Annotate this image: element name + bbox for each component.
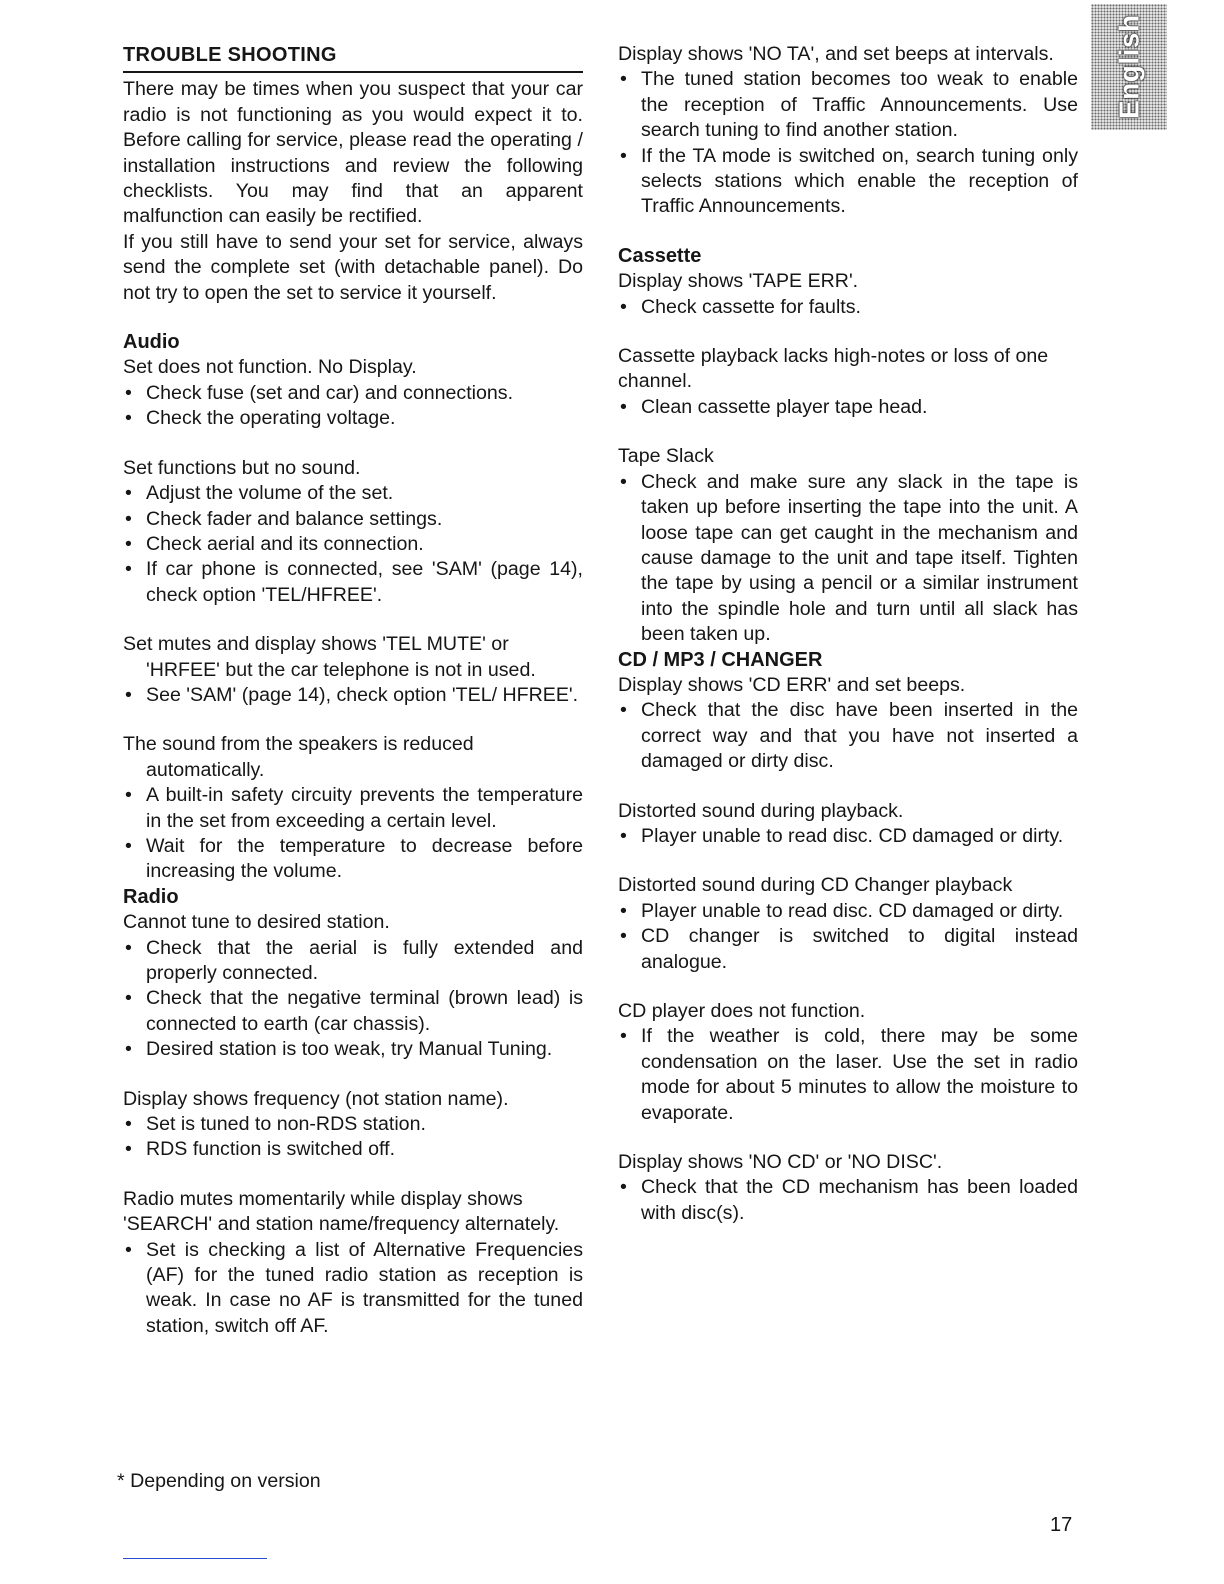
hint-item: • Check fader and balance settings. <box>123 507 583 532</box>
bottom-rule <box>123 1558 267 1559</box>
problem-block <box>618 269 1078 320</box>
problem-text: Display shows frequency (not station name). <box>123 1087 509 1110</box>
problem-block <box>123 632 583 708</box>
problem-block <box>123 355 583 431</box>
language-tab-label: English <box>1113 14 1145 120</box>
hint-item: • CD changer is switched to digital instead analogue. <box>618 924 1078 975</box>
intro-text <box>123 77 583 306</box>
hint-item: • Player unable to read disc. CD damaged or dirty. <box>618 824 1078 849</box>
problem-block <box>618 344 1078 420</box>
hint-item: • Check fuse (set and car) and connections. <box>123 381 583 406</box>
hint-item: • Check that the aerial is fully extended and properly connected. <box>123 936 583 987</box>
problem-text: Radio mutes momentarily while display shows 'SEARCH' and station name/frequency alternately. <box>123 1187 560 1236</box>
hint-item: • Clean cassette player tape head. <box>618 395 1078 420</box>
hint-item: • Check and make sure any slack in the tape is taken up before inserting the tape into the unit. A loose tape can get caught in the mechanism and cause damage to the unit and tape itself. Tighten the tape by using a pencil or a similar instrument into the spindle hole and turn until all slack has been taken up. <box>618 470 1078 648</box>
cassette-section <box>618 269 1078 647</box>
intro-paragraph: If you still have to send your set for service, always send the complete set (with detachable panel). Do not try to open the set to service it yourself. <box>123 230 583 304</box>
language-tab <box>1091 4 1167 130</box>
section-title-radio: Radio <box>123 885 179 908</box>
intro-paragraph: There may be times when you suspect that your car radio is not functioning as you would expect it to. Before calling for service, please read the operating / installation instructions and review the following checklists. You may find that an apparent malfunction can easily be rectified. <box>123 78 583 228</box>
hint-item: • See 'SAM' (page 14), check option 'TEL/ HFREE'. <box>123 683 583 708</box>
problem-text: Tape Slack <box>618 445 714 468</box>
audio-section <box>123 355 583 884</box>
hint-item: • Set is tuned to non-RDS station. <box>123 1112 583 1137</box>
hint-item: • A built-in safety circuity prevents the temperature in the set from exceeding a certain level. <box>123 783 583 834</box>
problem-block <box>618 673 1078 775</box>
problem-block <box>123 456 583 608</box>
problem-block <box>123 1087 583 1163</box>
hint-item: • Check the operating voltage. <box>123 406 583 431</box>
problem-text: Distorted sound during CD Changer playback <box>618 874 1013 897</box>
problem-block <box>618 1150 1078 1226</box>
hint-item: • If the TA mode is switched on, search tuning only selects stations which enable the reception of Traffic Announcements. <box>618 144 1078 220</box>
hint-item: • Check that the CD mechanism has been loaded with disc(s). <box>618 1175 1078 1226</box>
page-title: TROUBLE SHOOTING <box>123 43 583 73</box>
problem-block <box>618 999 1078 1126</box>
page-number: 17 <box>1050 1514 1073 1536</box>
hint-item: • Check aerial and its connection. <box>123 532 583 557</box>
right-column <box>618 42 1078 1226</box>
problem-text: Cannot tune to desired station. <box>123 911 390 934</box>
section-title-audio: Audio <box>123 331 180 354</box>
footnote: * Depending on version <box>117 1470 321 1492</box>
hint-item: • Adjust the volume of the set. <box>123 481 583 506</box>
left-column <box>123 40 583 1339</box>
hint-item: • Wait for the temperature to decrease before increasing the volume. <box>123 834 583 885</box>
section-title-cassette: Cassette <box>618 244 702 267</box>
hint-item: • Player unable to read disc. CD damaged or dirty. <box>618 899 1078 924</box>
hint-item: • Set is checking a list of Alternative Frequencies (AF) for the tuned radio station as reception is weak. In case no AF is transmitted for the tuned station, switch off AF. <box>123 1238 583 1340</box>
problem-text: Set does not function. No Display. <box>123 356 417 379</box>
problem-text: CD player does not function. <box>618 1000 866 1022</box>
problem-block <box>618 42 1078 220</box>
problem-text: Set mutes and display shows 'TEL MUTE' or 'HRFEE' but the car telephone is not in used. <box>123 633 536 681</box>
hint-item: • Desired station is too weak, try Manual Tuning. <box>123 1037 583 1062</box>
hint-item: • If car phone is connected, see 'SAM' (page 14), check option 'TEL/HFREE'. <box>123 557 583 608</box>
problem-block <box>618 799 1078 850</box>
radio-section <box>123 910 583 1339</box>
problem-block <box>618 444 1078 647</box>
problem-block <box>618 873 1078 975</box>
section-title-cd: CD / MP3 / CHANGER <box>618 648 823 671</box>
problem-text: Display shows 'NO CD' or 'NO DISC'. <box>618 1151 943 1174</box>
problem-text: Display shows 'CD ERR' and set beeps. <box>618 673 966 696</box>
hint-item: • Check that the negative terminal (brown lead) is connected to earth (car chassis). <box>123 986 583 1037</box>
hint-item: • If the weather is cold, there may be some condensation on the laser. Use the set in radio mode for about 5 minutes to allow the moisture to evaporate. <box>618 1024 1078 1126</box>
problem-text: Display shows 'NO TA', and set beeps at intervals. <box>618 43 1054 65</box>
problem-text: Cassette playback lacks high-notes or loss of one channel. <box>618 345 1049 393</box>
hint-item: • Check that the disc have been inserted in the correct way and that you have not inserted a damaged or dirty disc. <box>618 698 1078 774</box>
problem-block <box>123 910 583 1062</box>
hint-item: • The tuned station becomes too weak to enable the reception of Traffic Announcements. Use search tuning to find another station. <box>618 67 1078 143</box>
problem-block <box>123 732 583 884</box>
problem-text: Display shows 'TAPE ERR'. <box>618 270 859 293</box>
hint-item: • Check cassette for faults. <box>618 295 1078 320</box>
problem-text: Set functions but no sound. <box>123 456 361 479</box>
problem-block <box>123 1187 583 1339</box>
cd-section <box>618 673 1078 1226</box>
problem-text: Distorted sound during playback. <box>618 799 904 822</box>
problem-text: The sound from the speakers is reduced automatically. <box>123 733 474 781</box>
hint-item: • RDS function is switched off. <box>123 1137 583 1162</box>
